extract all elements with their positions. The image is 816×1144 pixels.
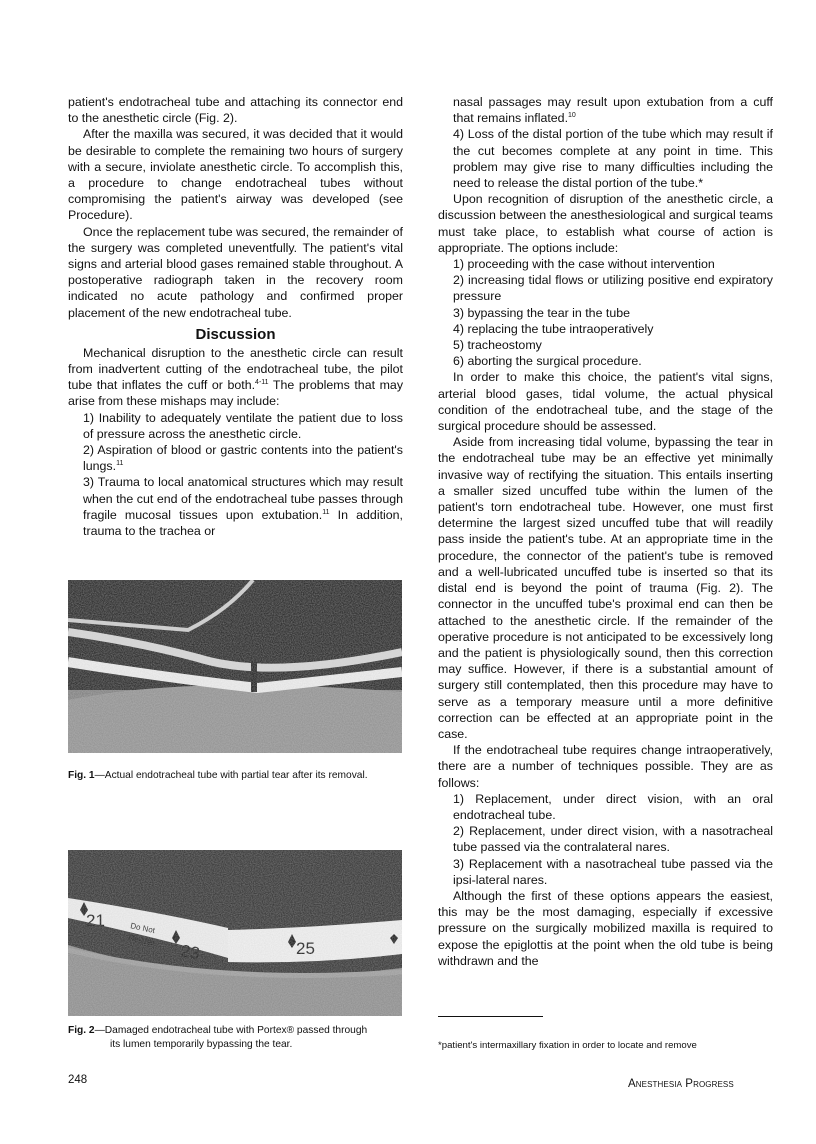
technique-item: 2) Replacement, under direct vision, with a nasotracheal tube passed via the contralateral nares.	[453, 824, 773, 855]
option-item: 6) aborting the surgical procedure.	[453, 354, 642, 369]
list-item-continued: nasal passages may result upon extubation from a cuff that remains inflated.$^{10}$	[453, 95, 773, 126]
citation: 11	[116, 460, 124, 468]
page-number: 248	[68, 1074, 88, 1086]
right-column	[438, 94, 773, 969]
paragraph: Aside from increasing tidal volume, bypassing the tear in the endotracheal tube may be an effective yet minimally invasive way of rectifying the situation. This entails inserting a smaller sized uncuffed tube within the lumen of the patient's torn endotracheal tube. However, one must first determine the largest sized uncuffed tube that will readily pass inside the patient's tube. At an appropriate time in the procedure, the connector of the patient's tube is removed and a well-lubricated uncuffed tube is inserted so that its distal end is beyond the point of trauma (Fig. 2). The connector in the uncuffed tube's proximal end can then be attached to the anesthetic circle. If the remainder of the operative procedure is not anticipated to be excessively long and the patient is physiologically sound, then this correction may suffice. However, if there is a substantial amount of surgery still contemplated, then this procedure may have to serve as a temporary measure until a more definitive correction can be effected at an appropriate point in the case.	[438, 435, 773, 741]
paragraph: Mechanical disruption to the anesthetic circle can result from inadvertent cutting of the endotracheal tube, the pilot tube that inflates the cuff or both.$^{4-11}$ The problems that may arise from these mishaps may include:	[68, 345, 404, 409]
section-heading-discussion: Discussion	[195, 325, 276, 343]
footnote-divider	[438, 1016, 543, 1017]
option-item: 1) proceeding with the case without intervention	[453, 257, 715, 272]
option-item: 5) tracheostomy	[453, 338, 542, 353]
technique-item: 3) Replacement with a nasotracheal tube passed via the ipsi-lateral nares.	[453, 856, 773, 887]
citation: 4-11	[255, 379, 269, 387]
option-item: 2) increasing tidal flows or utilizing positive end expiratory pressure	[453, 273, 773, 304]
list-item: 1) Inability to adequately ventilate the patient due to loss of pressure across the anesthetic circle.	[83, 410, 403, 441]
option-item: 3) bypassing the tear in the tube	[453, 305, 631, 320]
figure-2-photo	[68, 850, 402, 1016]
left-column	[68, 94, 403, 539]
list-item: 3) Trauma to local anatomical structures which may result when the cut end of the endotracheal tube passes through fragile mucosal tissues upon extubation.$^{11}$ In addition, trauma to the trachea or	[83, 475, 403, 539]
technique-item: 1) Replacement, under direct vision, with an oral endotracheal tube.	[453, 791, 773, 822]
paragraph: Once the replacement tube was secured, the remainder of the surgery was completed uneventfully. The patient's vital signs and arterial blood gases remained stable throughout. A postoperative radiograph taken in the recovery room indicated no acute pathology and confirmed proper placement of the new endotracheal tube.	[68, 224, 403, 320]
paragraph: patient's endotracheal tube and attaching its connector end to the anesthetic circle (Fig. 2).	[68, 95, 403, 126]
option-item: 4) replacing the tube intraoperatively	[453, 321, 654, 336]
citation: 11	[322, 508, 330, 516]
endotracheal-tube-photo	[68, 580, 402, 753]
figure-2-caption: Fig. 2—Damaged endotracheal tube with Portex® passed through its lumen temporarily bypassing the tear.	[68, 1025, 368, 1050]
bypassed-tube-photo	[68, 850, 402, 1016]
list-item: 4) Loss of the distal portion of the tube which may result if the cut becomes complete at any point in time. This problem may give rise to many difficulties including the need to release the distal portion of the tube.*	[453, 127, 773, 191]
paragraph: If the endotracheal tube requires change intraoperatively, there are a number of techniques possible. They are as follows:	[438, 743, 773, 790]
footnote: *patient's intermaxillary fixation in order to locate and remove	[438, 1040, 697, 1051]
figure-1-caption: Fig. 1—Actual endotracheal tube with partial tear after its removal.	[68, 770, 368, 781]
paragraph: Upon recognition of disruption of the anesthetic circle, a discussion between the anesthesiological and surgical teams must take place, to establish what course of action is appropriate. The options include:	[438, 192, 773, 255]
paragraph: After the maxilla was secured, it was decided that it would be desirable to complete the remaining two hours of surgery with a secure, inviolate anesthetic circle. To accomplish this, a procedure to change endotracheal tubes without compromising the patient's airway was developed (see Procedure).	[68, 127, 403, 223]
journal-name: Anesthesia Progress	[628, 1078, 734, 1090]
list-item: 2) Aspiration of blood or gastric contents into the patient's lungs.$^{11}$	[83, 443, 403, 474]
paragraph: In order to make this choice, the patient's vital signs, arterial blood gases, tidal volume, the actual physical condition of the endotracheal tube, and the stage of the surgical procedure should be assessed.	[438, 370, 773, 434]
figure-1-photo	[68, 580, 402, 753]
citation: 10	[568, 112, 576, 120]
paragraph: Although the first of these options appears the easiest, this may be the most damaging, especially if excessive pressure on the surgically mobilized maxilla is required to expose the epiglottis at the point when the old tube is being withdrawn and the	[438, 888, 773, 968]
